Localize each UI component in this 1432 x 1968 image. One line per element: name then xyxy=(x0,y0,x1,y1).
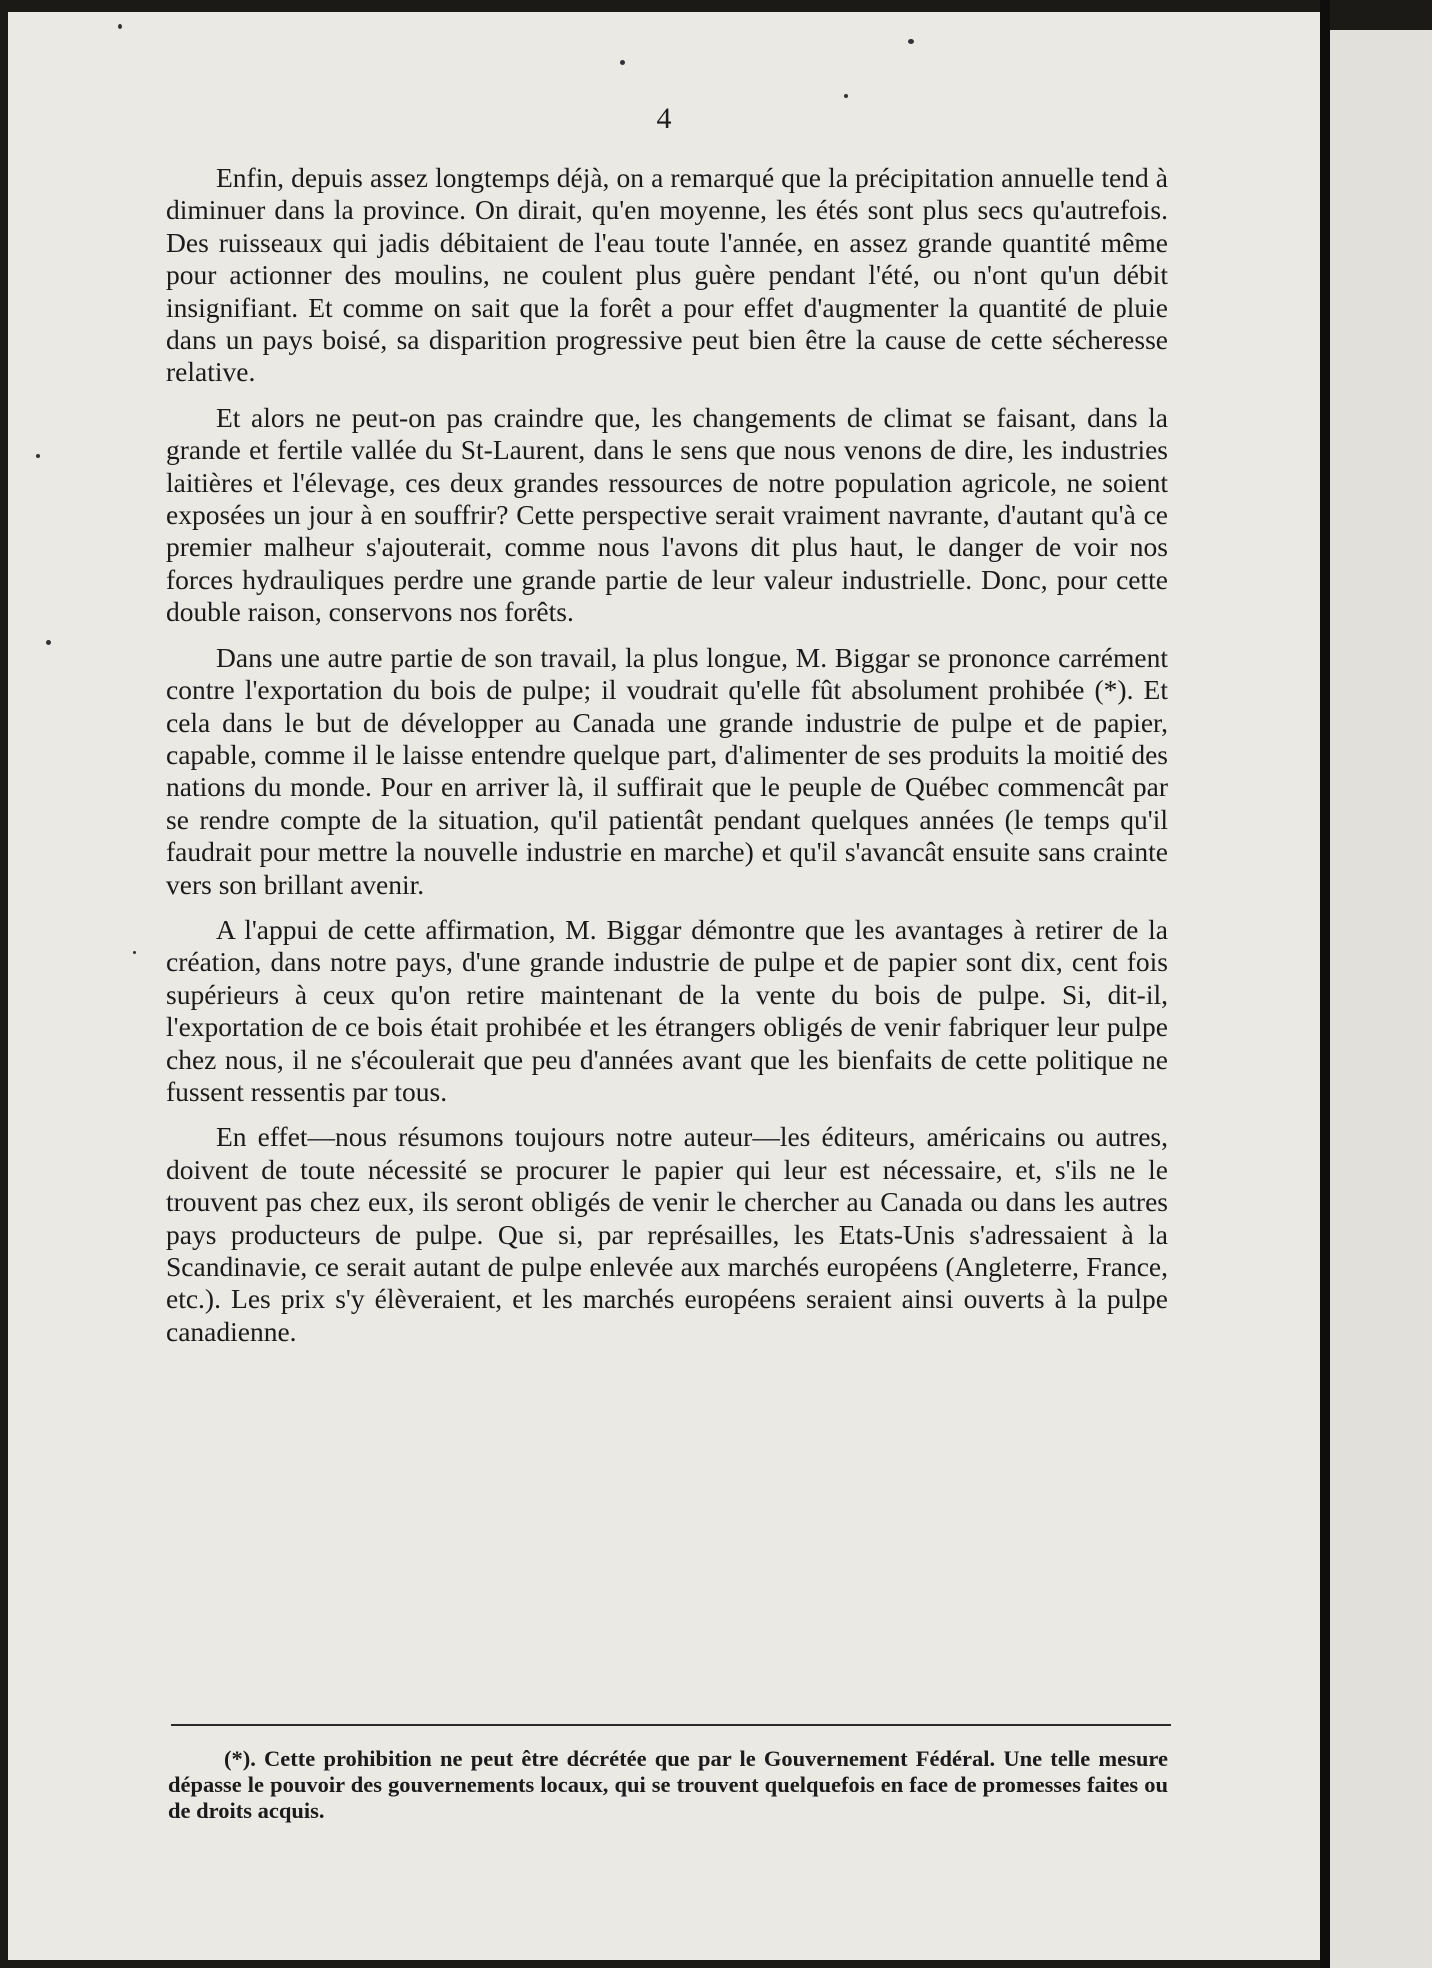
footnote xyxy=(168,1746,1168,1824)
paragraph-4: A l'appui de cette affirmation, M. Biggar démontre que les avantages à retirer de la création, dans notre pays, d'une grande industrie de pulpe et de papier sont dix, cent fois supérieurs à ceux qu'on retire maintenant de la vente du bois de pulpe. Si, dit-il, l'exportation de ce bois était prohibée et les étrangers obligés de venir fabriquer leur pulpe chez nous, il ne s'écoulerait que peu d'années avant que les bienfaits de cette politique ne fussent ressentis par tous. xyxy=(166,913,1168,1107)
scan-speck xyxy=(133,951,136,954)
paragraph-2: Et alors ne peut-on pas craindre que, les changements de climat se faisant, dans la grande et fertile vallée du St-Laurent, dans le sens que nous venons de dire, les industries laitières et l'élevage, ces deux grandes ressources de notre population agricole, ne soient exposées un jour à en souffrir? Cette perspective serait vraiment navrante, d'autant qu'à ce premier malheur s'ajouterait, comme nous l'avons dit plus haut, le danger de voir nos forces hydrauliques perdre une grande partie de leur valeur industrielle. Donc, pour cette double raison, conservons nos forêts. xyxy=(166,401,1168,628)
scan-speck xyxy=(844,94,848,98)
paragraph-1: Enfin, depuis assez longtemps déjà, on a remarqué que la précipitation annuelle tend à diminuer dans la province. On dirait, qu'en moyenne, les étés sont plus secs qu'autrefois. Des ruisseaux qui jadis débitaient de l'eau toute l'année, en assez grande quantité même pour actionner des moulins, ne coulent plus guère pendant l'été, ou n'ont qu'un débit insignifiant. Et comme on sait que la forêt a pour effet d'augmenter la quantité de pluie dans un pays boisé, sa disparition progressive peut bien être la cause de cette sécheresse relative. xyxy=(166,162,1168,388)
adjacent-page-edge xyxy=(1330,30,1432,1968)
footnote-separator xyxy=(171,1724,1171,1726)
page-gutter xyxy=(1320,0,1330,1968)
scan-speck xyxy=(118,24,122,29)
scan-speck xyxy=(620,60,625,65)
scan-speck xyxy=(46,640,51,645)
page-number: 4 xyxy=(656,102,672,135)
body-text xyxy=(166,162,1168,1361)
footnote-text: (*). Cette prohibition ne peut être décrétée que par le Gouvernement Fédéral. Une telle mesure dépasse le pouvoir des gouvernements locaux, qui se trouvent quelquefois en face de promesses faites ou de droits acquis. xyxy=(168,1746,1168,1823)
paragraph-5: En effet—nous résumons toujours notre auteur—les éditeurs, américains ou autres, doivent de toute nécessité se procurer le papier qui leur est nécessaire, et, s'ils ne le trouvent pas chez eux, ils seront obligés de venir le chercher au Canada ou dans les autres pays producteurs de pulpe. Que si, par représailles, les Etats-Unis s'adressaient à la Scandinavie, ce serait autant de pulpe enlevée aux marchés européens (Angleterre, France, etc.). Les prix s'y élèveraient, et les marchés européens seraient ainsi ouverts à la pulpe canadienne. xyxy=(166,1121,1168,1347)
paragraph-3: Dans une autre partie de son travail, la plus longue, M. Biggar se prononce carrément contre l'exportation du bois de pulpe; il voudrait qu'elle fût absolument prohibée (*). Et cela dans le but de développer au Canada une grande industrie de pulpe et de papier, capable, comme il le laisse entendre quelque part, d'alimenter de ses produits la moitié des nations du monde. Pour en arriver là, il suffirait que le peuple de Québec commencât par se rendre compte de la situation, qu'il patientât pendant quelques années (le temps qu'il faudrait pour mettre la nouvelle industrie en marche) et qu'il s'avancât ensuite sans crainte vers son brillant avenir. xyxy=(166,641,1168,900)
scan-speck xyxy=(908,39,914,44)
document-page xyxy=(8,12,1320,1960)
scan-speck xyxy=(36,454,40,458)
